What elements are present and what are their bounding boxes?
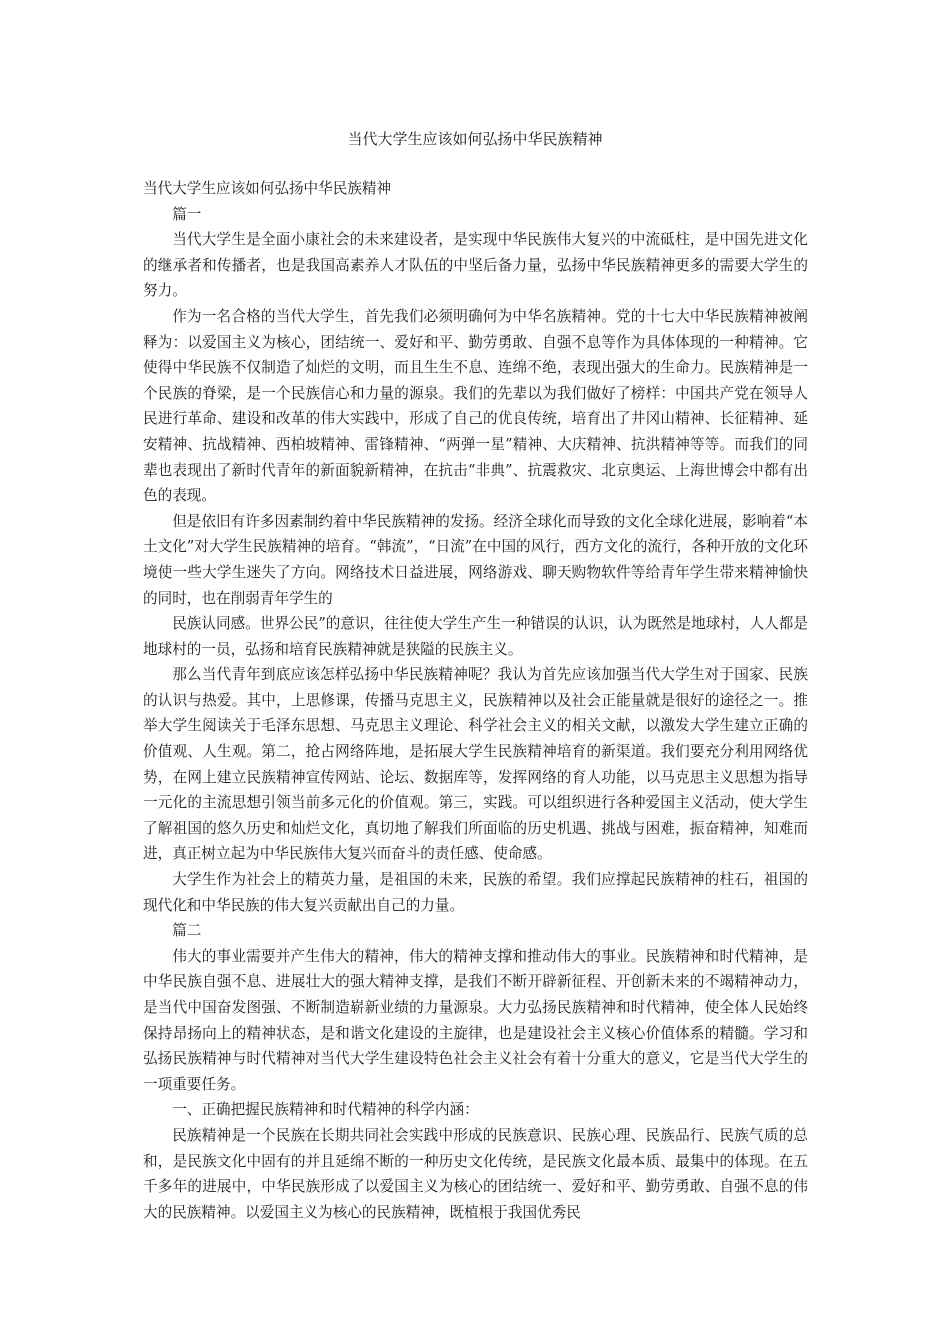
document-body	[143, 176, 808, 1225]
section-label: 篇一	[172, 205, 202, 223]
body-paragraph: 作为一名合格的当代大学生，首先我们必须明确何为中华名族精神。党的十七大中华民族精神被阐释为：以爱国主义为核心，团结统一、爱好和平、勤劳勇敢、自强不息等作为具体体现的一种精神。它使得中华民族不仅制造了灿烂的文明，而且生生不息、连绵不绝，表现出强大的生命力。民族精神是一个民族的脊梁，是一个民族信心和力量的源泉。我们的先辈以为我们做好了榜样：中国共产党在领导人民进行革命、建设和改革的伟大实践中，形成了自己的优良传统，培育出了井冈山精神、长征精神、延安精神、抗战精神、西柏坡精神、雷锋精神、“两弹一星”精神、大庆精神、抗洪精神等等。而我们的同辈也表现出了新时代青年的新面貌新精神，在抗击“非典”、抗震救灾、北京奥运、上海世博会中都有出色的表现。	[143, 307, 808, 505]
body-paragraph: 当代大学生是全面小康社会的未来建设者，是实现中华民族伟大复兴的中流砥柱，是中国先进文化的继承者和传播者，也是我国高素养人才队伍的中坚后备力量，弘扬中华民族精神更多的需要大学生的努力。	[143, 231, 808, 300]
body-paragraph: 大学生作为社会上的精英力量，是祖国的未来，民族的希望。我们应撑起民族精神的柱石，祖国的现代化和中华民族的伟大复兴贡献出自己的力量。	[143, 871, 808, 914]
article-heading: 当代大学生应该如何弘扬中华民族精神	[143, 180, 392, 197]
body-paragraph: 那么当代青年到底应该怎样弘扬中华民族精神呢？我认为首先应该加强当代大学生对于国家、民族的认识与热爱。其中，上思修课，传播马克思主义，民族精神以及社会正能量就是很好的途径之一。推举大学生阅读关于毛泽东思想、马克思主义理论、科学社会主义的相关文献，以激发大学生建立正确的价值观、人生观。第二，抢占网络阵地，是拓展大学生民族精神培育的新渠道。我们要充分利用网络优势，在网上建立民族精神宣传网站、论坛、数据库等，发挥网络的育人功能，以马克思主义思想为指导一元化的主流思想引领当前多元化的价值观。第三，实践。可以组织进行各种爱国主义活动，使大学生了解祖国的悠久历史和灿烂文化，真切地了解我们所面临的历史机遇、挑战与困难，振奋精神，知难而进，真正树立起为中华民族伟大复兴而奋斗的责任感、使命感。	[143, 666, 808, 863]
body-paragraph: 但是依旧有许多因素制约着中华民族精神的发扬。经济全球化而导致的文化全球化进展，影响着“本土文化”对大学生民族精神的培育。“韩流”，“日流”在中国的风行，西方文化的流行，各种开放的文化环境使一些大学生迷失了方向。网络技术日益进展，网络游戏、聊天购物软件等给青年学生带来精神愉快的同时，也在削弱青年学生的	[143, 512, 808, 607]
section-label: 篇二	[172, 922, 202, 940]
body-paragraph: 伟大的事业需要并产生伟大的精神，伟大的精神支撑和推动伟大的事业。民族精神和时代精神，是中华民族自强不息、进展壮大的强大精神支撑，是我们不断开辟新征程、开创新未来的不竭精神动力，是当代中国奋发图强、不断制造崭新业绩的力量源泉。大力弘扬民族精神和时代精神，使全体人民始终保持昂扬向上的精神状态，是和谐文化建设的主旋律，也是建设社会主义核心价值体系的精髓。学习和弘扬民族精神与时代精神对当代大学生建设特色社会主义社会有着十分重大的意义，它是当代大学生的一项重要任务。	[143, 947, 808, 1093]
document-title: 当代大学生应该如何弘扬中华民族精神	[347, 130, 603, 148]
body-paragraph: 民族精神是一个民族在长期共同社会实践中形成的民族意识、民族心理、民族品行、民族气质的总和，是民族文化中固有的并且延绵不断的一种历史文化传统，是民族文化最本质、最集中的体现。在五千多年的进展中，中华民族形成了以爱国主义为核心的团结统一、爱好和平、勤劳勇敢、自强不息的伟大的民族精神。以爱国主义为核心的民族精神，既植根于我国优秀民	[143, 1126, 808, 1221]
section-label: 一、正确把握民族精神和时代精神的科学内涵：	[172, 1101, 479, 1119]
body-paragraph: 民族认同感。世界公民”的意识，往往使大学生产生一种错误的认识，认为既然是地球村，人人都是地球村的一员，弘扬和培育民族精神就是狭隘的民族主义。	[143, 615, 808, 658]
